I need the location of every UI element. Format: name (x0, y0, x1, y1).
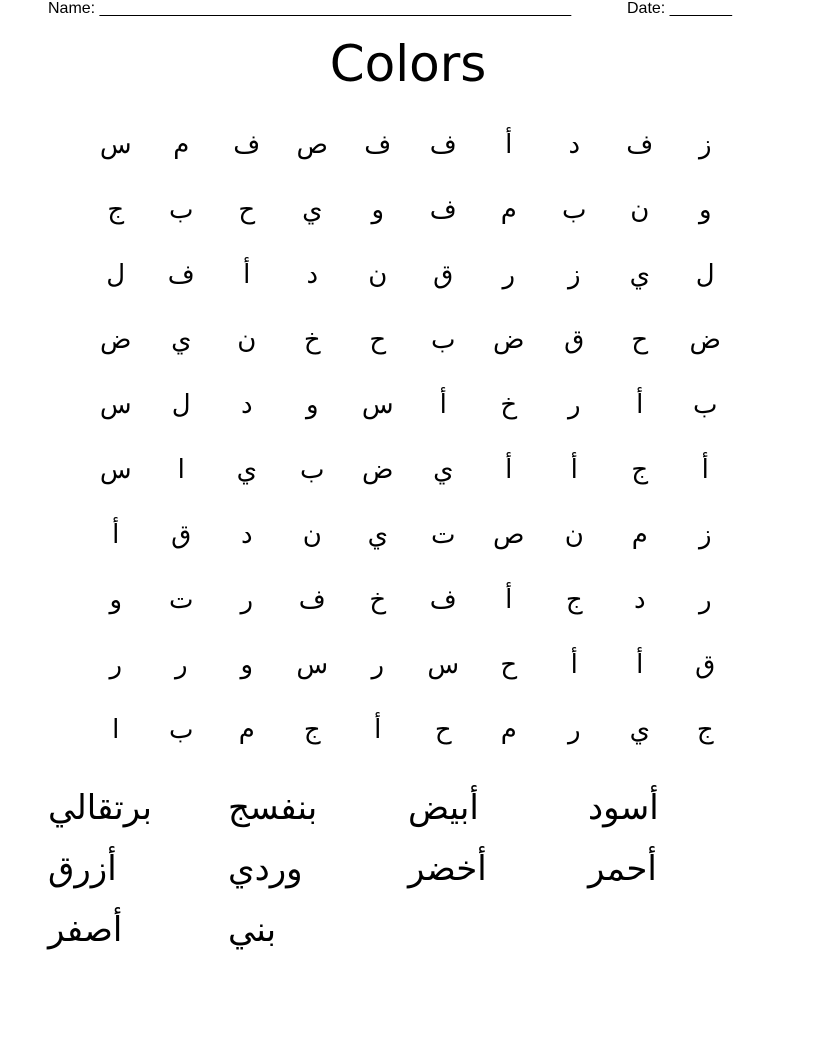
grid-cell: أ (570, 454, 578, 485)
grid-cell: خ (369, 584, 387, 615)
grid-cell: ح (369, 324, 387, 355)
name-field-line: Name: _____________________________________________________ (48, 0, 572, 17)
grid-cell: ن (564, 519, 584, 550)
grid-cell: ف (429, 129, 457, 160)
grid-cell: ر (567, 714, 581, 745)
grid-cell: ف (364, 129, 392, 160)
grid-cell: ر (174, 649, 188, 680)
grid-cell: و (698, 194, 712, 225)
word-bank-item: بنفسج (228, 788, 318, 828)
grid-cell: ي (629, 259, 650, 290)
grid-cell: م (173, 129, 190, 160)
grid-cell: ب (300, 454, 325, 485)
grid-cell: ي (367, 519, 388, 550)
grid-cell: م (238, 714, 255, 745)
grid-cell: س (361, 389, 394, 420)
grid-cell: ج (696, 714, 714, 745)
word-bank-item: برتقالي (48, 788, 152, 828)
grid-cell: أ (636, 389, 644, 420)
grid-cell: ل (106, 259, 126, 290)
grid-cell: ق (564, 324, 585, 355)
grid-cell: ق (695, 649, 716, 680)
word-bank-item: أبيض (408, 788, 479, 828)
grid-cell: أ (701, 454, 709, 485)
word-bank-item: أسود (588, 788, 659, 828)
grid-cell: و (240, 649, 254, 680)
word-bank (48, 778, 768, 961)
grid-cell: س (427, 649, 460, 680)
grid-cell: ف (429, 194, 457, 225)
grid-cell: ل (171, 389, 191, 420)
grid-cell: س (296, 649, 329, 680)
grid-cell: أ (505, 454, 513, 485)
grid-cell: ر (371, 649, 385, 680)
grid-cell: ف (233, 129, 261, 160)
grid-cell: ز (567, 259, 581, 290)
grid-cell: ر (109, 649, 123, 680)
grid-cell: ج (565, 584, 583, 615)
grid-cell: و (305, 389, 319, 420)
grid-cell: ي (302, 194, 323, 225)
grid-cell: ق (171, 519, 192, 550)
word-bank-item: أزرق (48, 849, 117, 889)
grid-cell: ن (630, 194, 650, 225)
grid-cell: ف (167, 259, 195, 290)
grid-cell: ح (434, 714, 452, 745)
word-bank-item: بني (228, 910, 277, 950)
grid-cell: ز (698, 519, 712, 550)
grid-cell: ص (296, 129, 328, 160)
grid-cell: ا (112, 714, 120, 745)
grid-cell: ن (368, 259, 388, 290)
grid-cell: أ (505, 129, 513, 160)
grid-cell: ج (107, 194, 125, 225)
grid-cell: ح (500, 649, 518, 680)
grid-cell: س (99, 454, 132, 485)
grid-cell: و (109, 584, 123, 615)
grid-cell: ا (177, 454, 185, 485)
grid-cell: ب (562, 194, 587, 225)
grid-cell: د (568, 129, 581, 160)
grid-cell: و (371, 194, 385, 225)
grid-cell: ر (502, 259, 516, 290)
word-bank-item: وردي (228, 849, 303, 889)
grid-cell: ف (298, 584, 326, 615)
grid-cell: ي (433, 454, 454, 485)
grid-cell: ي (171, 324, 192, 355)
grid-cell: س (99, 389, 132, 420)
date-field-line: Date: _______ (627, 0, 732, 17)
grid-cell: أ (636, 649, 644, 680)
grid-cell: ب (169, 194, 194, 225)
grid-cell: ق (433, 259, 454, 290)
grid-cell: ف (429, 584, 457, 615)
grid-cell: خ (500, 389, 518, 420)
grid-cell: ل (695, 259, 715, 290)
grid-cell: م (631, 519, 648, 550)
grid-cell: ي (236, 454, 257, 485)
grid-cell: ن (237, 324, 257, 355)
grid-cell: خ (303, 324, 321, 355)
grid-cell: أ (374, 714, 382, 745)
grid-cell: ر (698, 584, 712, 615)
grid-cell: أ (243, 259, 251, 290)
grid-cell: ت (431, 519, 456, 550)
word-bank-item: أحمر (588, 849, 657, 889)
grid-cell: ص (493, 519, 525, 550)
grid-cell: ب (693, 389, 718, 420)
grid-cell: ر (240, 584, 254, 615)
grid-cell: أ (112, 519, 120, 550)
grid-cell: أ (505, 584, 513, 615)
grid-cell: أ (570, 649, 578, 680)
grid-cell: د (240, 519, 253, 550)
word-bank-item: أخضر (408, 849, 487, 889)
grid-cell: ز (698, 129, 712, 160)
grid-cell: ض (493, 324, 525, 355)
grid-cell: ت (169, 584, 194, 615)
grid-cell: س (99, 129, 132, 160)
grid-cell: ض (362, 454, 394, 485)
grid-cell: ح (631, 324, 649, 355)
word-search-grid (83, 112, 743, 762)
grid-cell: ض (689, 324, 721, 355)
grid-cell: أ (439, 389, 447, 420)
grid-cell: ف (626, 129, 654, 160)
grid-cell: ج (631, 454, 649, 485)
grid-cell: ن (302, 519, 322, 550)
grid-cell: ض (100, 324, 132, 355)
grid-cell: ب (169, 714, 194, 745)
grid-cell: د (306, 259, 319, 290)
grid-cell: م (500, 194, 517, 225)
grid-cell: ي (629, 714, 650, 745)
grid-cell: د (633, 584, 646, 615)
grid-cell: ح (238, 194, 256, 225)
grid-cell: ب (431, 324, 456, 355)
page-title: Colors (329, 35, 487, 93)
grid-cell: د (240, 389, 253, 420)
grid-cell: ر (567, 389, 581, 420)
grid-cell: م (500, 714, 517, 745)
word-bank-item: أصفر (48, 910, 123, 950)
grid-cell: ج (303, 714, 321, 745)
